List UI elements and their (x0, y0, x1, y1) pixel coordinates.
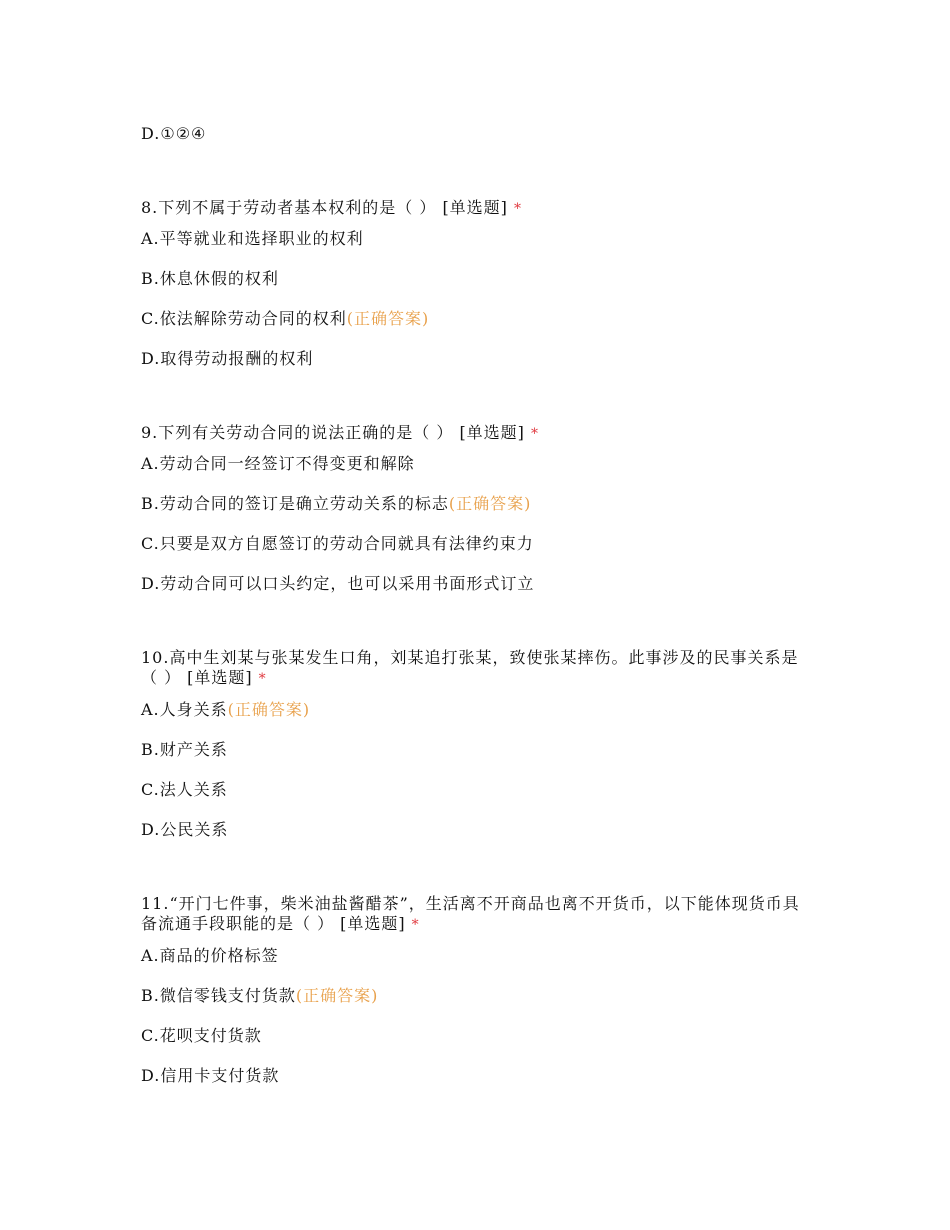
question-11-option-d (141, 1066, 279, 1086)
correct-answer-tag: (正确答案) (227, 700, 311, 719)
prev-question-option-d: D.①②④ (141, 124, 207, 143)
question-8-option-d (141, 349, 313, 369)
question-11-option-a (141, 946, 279, 966)
question-10-option-a (141, 700, 310, 720)
question-11-title (141, 894, 811, 935)
question-11-option-c (141, 1026, 262, 1046)
option-text: A.商品的价格标签 (141, 946, 279, 965)
option-text: D.劳动合同可以口头约定，也可以采用书面形式订立 (141, 574, 535, 593)
correct-answer-tag: (正确答案) (448, 494, 532, 513)
option-text: C.依法解除劳动合同的权利 (141, 309, 347, 328)
option-text: D.信用卡支付货款 (141, 1066, 280, 1085)
option-text: B.财产关系 (141, 740, 228, 759)
option-text: C.法人关系 (141, 780, 228, 799)
correct-answer-tag: (正确答案) (346, 309, 430, 328)
required-marker: * (530, 426, 539, 442)
required-marker: * (513, 201, 522, 217)
question-8-option-c (141, 309, 429, 329)
question-11-option-b (141, 986, 378, 1006)
question-9-title (141, 423, 811, 444)
required-marker: * (411, 917, 420, 933)
question-8-title (141, 198, 811, 219)
question-9-text: 9.下列有关劳动合同的说法正确的是（ ） [单选题] (141, 423, 525, 442)
option-text: D.取得劳动报酬的权利 (141, 349, 314, 368)
question-9-option-c (141, 534, 534, 554)
question-10-option-c (141, 780, 228, 800)
question-10-text: 10.高中生刘某与张某发生口角，刘某追打张某，致使张某摔伤。此事涉及的民事关系是（ ） [单选题] (141, 648, 799, 687)
question-9-option-b (141, 494, 531, 514)
question-10-option-b (141, 740, 228, 760)
option-text: B.微信零钱支付货款 (141, 986, 296, 1005)
question-8-option-b (141, 269, 279, 289)
option-text: A.平等就业和选择职业的权利 (141, 229, 364, 248)
question-10-title (141, 648, 811, 689)
option-text: A.人身关系 (141, 700, 228, 719)
option-text: A.劳动合同一经签订不得变更和解除 (141, 454, 415, 473)
option-text: C.只要是双方自愿签订的劳动合同就具有法律约束力 (141, 534, 534, 553)
required-marker: * (258, 671, 267, 687)
correct-answer-tag: (正确答案) (295, 986, 379, 1005)
question-9-option-a (141, 454, 415, 474)
question-9-option-d (141, 574, 534, 594)
question-8-text: 8.下列不属于劳动者基本权利的是（ ） [单选题] (141, 198, 508, 217)
option-text: D.公民关系 (141, 820, 229, 839)
question-11-text: 11.“开门七件事，柴米油盐酱醋茶”，生活离不开商品也离不开货币，以下能体现货币具备流通手段职能的是（ ） [单选题] (141, 894, 800, 933)
option-text: B.休息休假的权利 (141, 269, 279, 288)
question-10-option-d (141, 820, 228, 840)
question-8-option-a (141, 229, 364, 249)
option-text: B.劳动合同的签订是确立劳动关系的标志 (141, 494, 449, 513)
option-text: C.花呗支付货款 (141, 1026, 262, 1045)
